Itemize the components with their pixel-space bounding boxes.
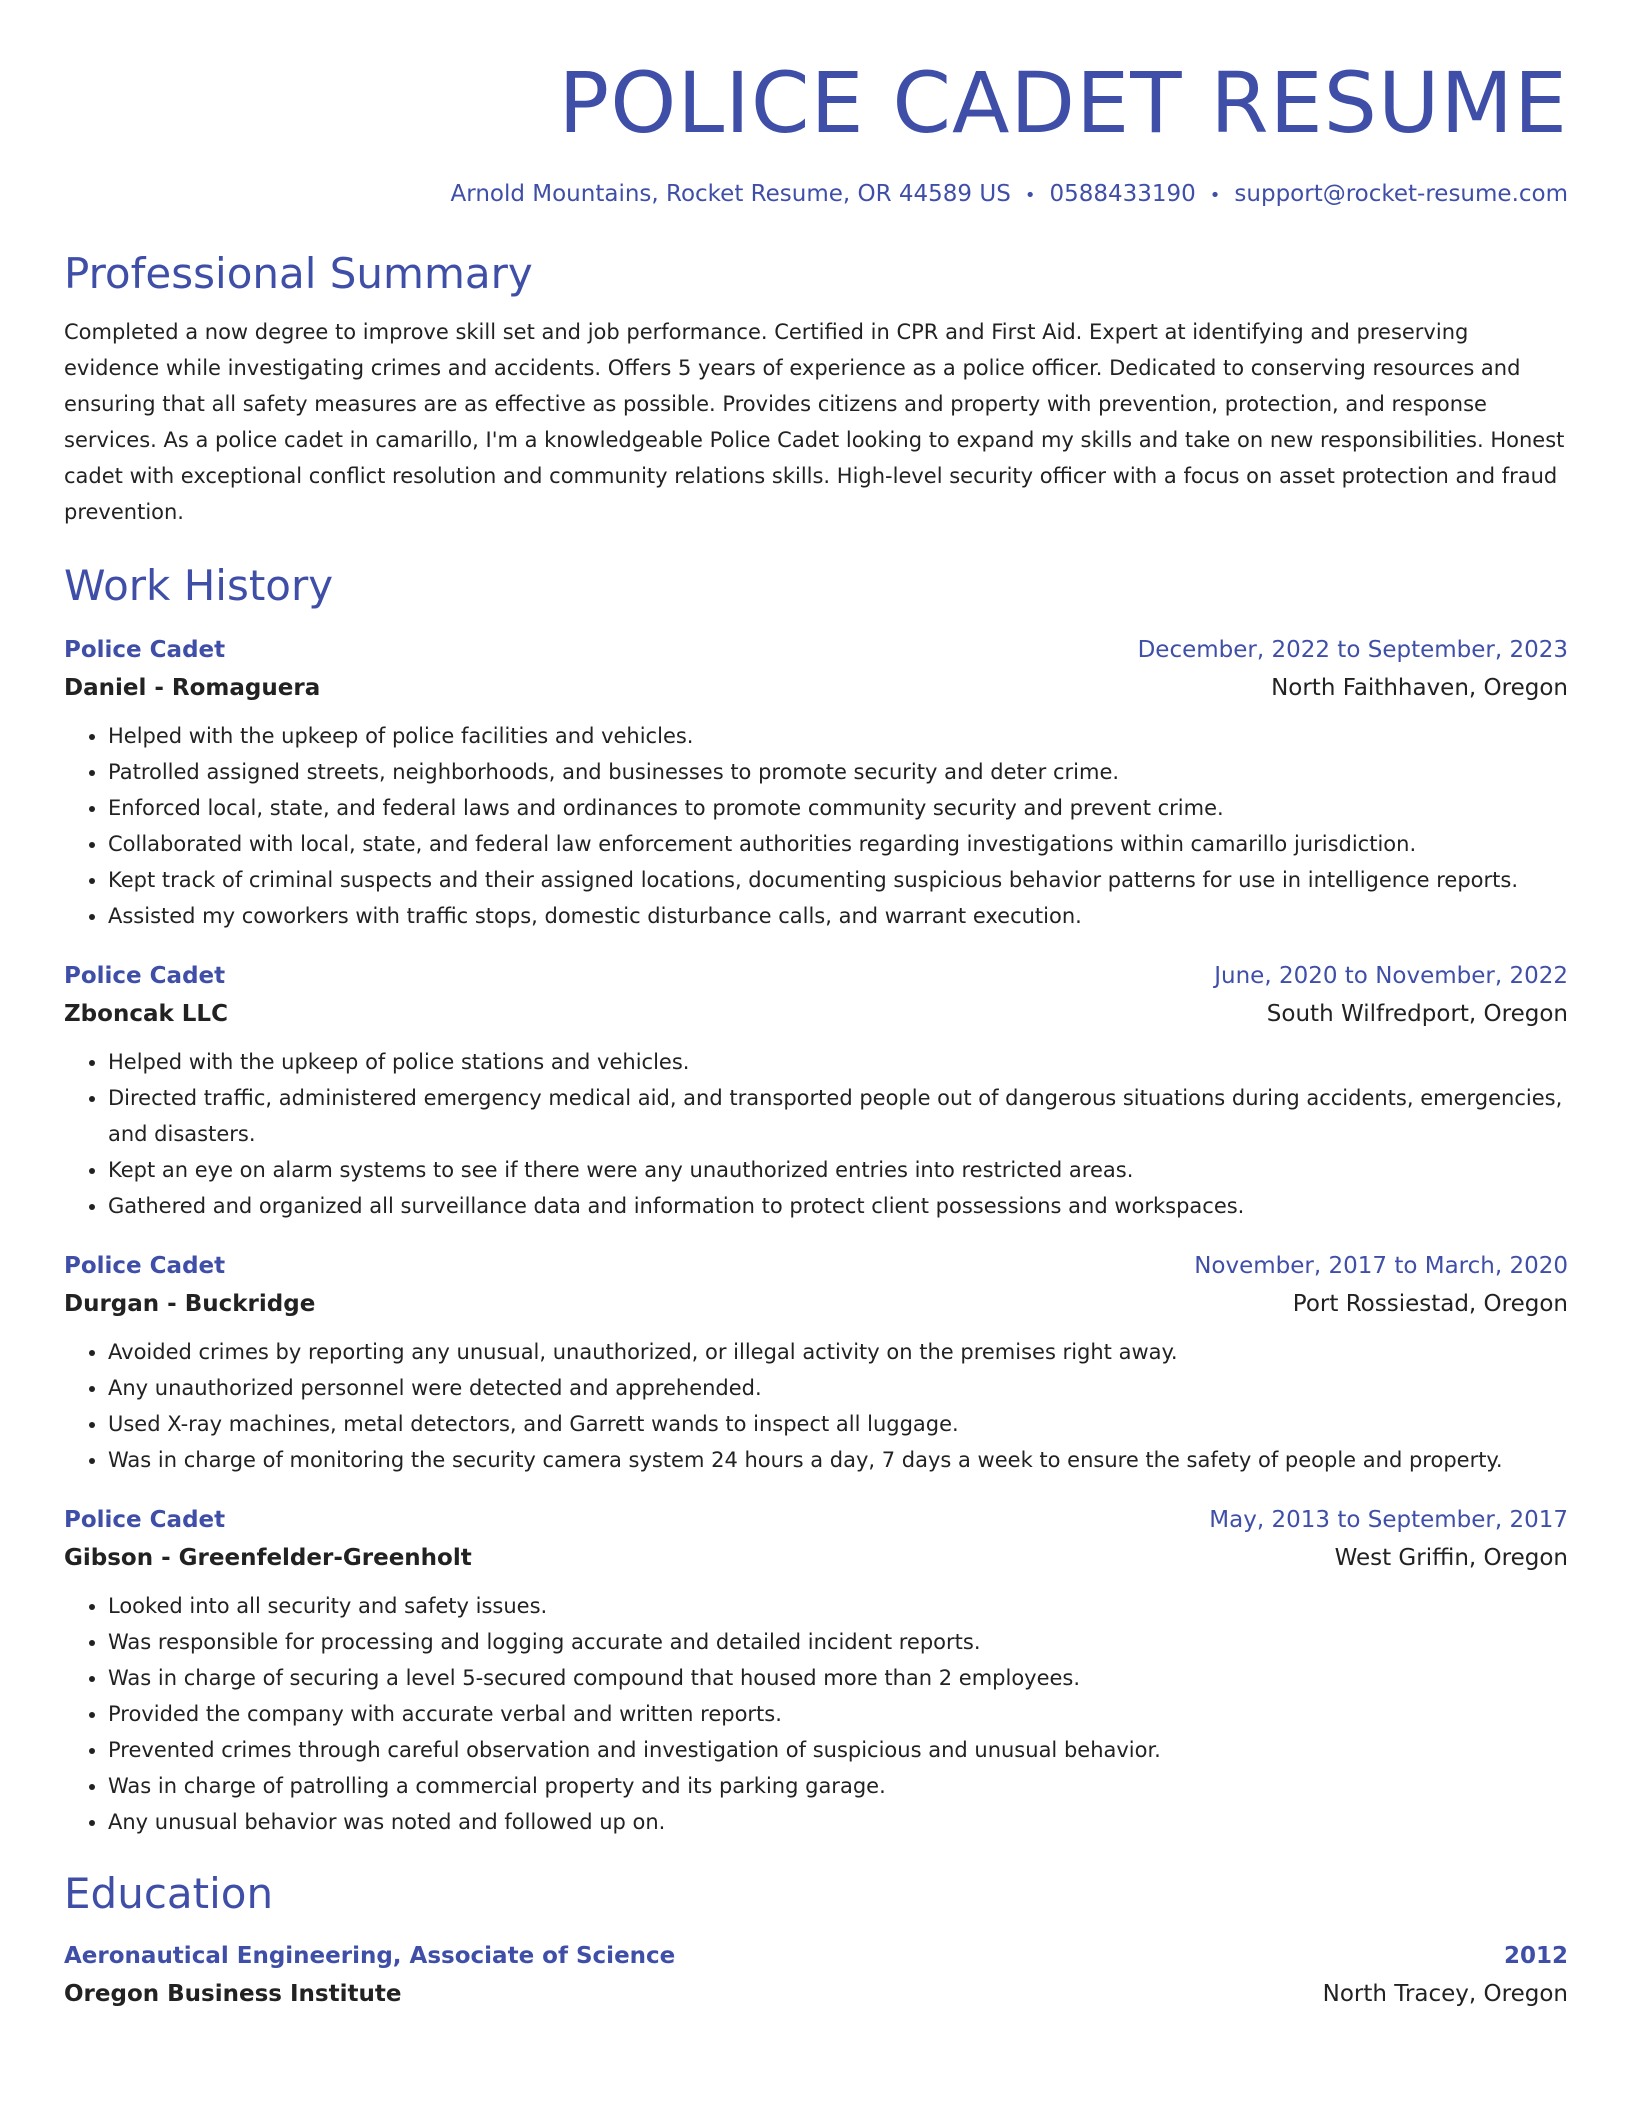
work-history-heading: Work History bbox=[64, 561, 334, 610]
contact-separator: • bbox=[1024, 185, 1036, 206]
job-role: Police Cadet bbox=[64, 963, 226, 989]
job-bullet: • Avoided crimes by reporting any unusual, unauthorized, or illegal activity on the premises right away. bbox=[108, 1334, 1568, 1370]
job-bullet: • Kept track of criminal suspects and their assigned locations, documenting suspicious behavior patterns for use in intelligence reports. bbox=[108, 862, 1568, 898]
job-entry bbox=[64, 1248, 1568, 1478]
job-dates: December, 2022 to September, 2023 bbox=[1137, 637, 1568, 663]
job-role: Police Cadet bbox=[64, 637, 226, 663]
education-year: 2012 bbox=[1503, 1943, 1568, 1969]
job-dates: November, 2017 to March, 2020 bbox=[1194, 1253, 1568, 1279]
resume-title: POLICE CADET RESUME bbox=[558, 54, 1568, 152]
contact-line bbox=[64, 178, 1568, 212]
job-location: North Faithhaven, Oregon bbox=[1271, 675, 1568, 701]
job-bullet-list bbox=[64, 1588, 1568, 1840]
job-bullet: • Assisted my coworkers with traffic stops, domestic disturbance calls, and warrant execution. bbox=[108, 898, 1568, 934]
job-bullet-list bbox=[64, 718, 1568, 934]
summary-text: Completed a now degree to improve skill set and job performance. Certified in CPR and First Aid. Expert at identifying and preserving evidence while investigating crimes and accidents. Offers 5 years of experience as a police officer. Dedicated to conserving resources and ensuring that all safety measures are as effective as possible. Provides citizens and property with prevention, protection, and response services. As a police cadet in camarillo, I'm a knowledgeable Police Cadet looking to expand my skills and take on new responsibilities. Honest cadet with exceptional conflict resolution and community relations skills. High-level security officer with a focus on asset protection and fraud prevention. bbox=[64, 320, 1565, 524]
job-bullet: • Prevented crimes through careful observation and investigation of suspicious and unusual behavior. bbox=[108, 1732, 1568, 1768]
job-bullet: • Helped with the upkeep of police facilities and vehicles. bbox=[108, 718, 1568, 754]
job-bullet: • Kept an eye on alarm systems to see if there were any unauthorized entries into restricted areas. bbox=[108, 1152, 1568, 1188]
education-entry bbox=[64, 1938, 1568, 2014]
resume-page bbox=[64, 48, 1568, 2014]
job-bullet-list bbox=[64, 1334, 1568, 1478]
job-role: Police Cadet bbox=[64, 1253, 226, 1279]
job-location: West Griffin, Oregon bbox=[1334, 1545, 1568, 1571]
job-bullet: • Was in charge of monitoring the security camera system 24 hours a day, 7 days a week to ensure the safety of people and property. bbox=[108, 1442, 1568, 1478]
education-school: Oregon Business Institute bbox=[64, 1981, 402, 2007]
job-dates: June, 2020 to November, 2022 bbox=[1214, 963, 1568, 989]
job-company: Durgan - Buckridge bbox=[64, 1291, 316, 1317]
job-bullet: • Any unauthorized personnel were detected and apprehended. bbox=[108, 1370, 1568, 1406]
job-bullet: • Was in charge of securing a level 5-secured compound that housed more than 2 employees. bbox=[108, 1660, 1568, 1696]
job-bullet: • Helped with the upkeep of police stations and vehicles. bbox=[108, 1044, 1568, 1080]
job-bullet: • Collaborated with local, state, and federal law enforcement authorities regarding investigations within camarillo jurisdiction. bbox=[108, 826, 1568, 862]
job-role: Police Cadet bbox=[64, 1507, 226, 1533]
contact-phone: 0588433190 bbox=[1049, 181, 1196, 207]
contact-address: Arnold Mountains, Rocket Resume, OR 44589 US bbox=[450, 181, 1011, 207]
job-location: Port Rossiestad, Oregon bbox=[1292, 1291, 1568, 1317]
job-location: South Wilfredport, Oregon bbox=[1266, 1001, 1568, 1027]
job-bullet: • Looked into all security and safety issues. bbox=[108, 1588, 1568, 1624]
job-bullet: • Gathered and organized all surveillance data and information to protect client possessions and workspaces. bbox=[108, 1188, 1568, 1224]
job-bullet: • Was responsible for processing and logging accurate and detailed incident reports. bbox=[108, 1624, 1568, 1660]
job-bullet: • Provided the company with accurate verbal and written reports. bbox=[108, 1696, 1568, 1732]
job-dates: May, 2013 to September, 2017 bbox=[1209, 1507, 1568, 1533]
job-bullet-list bbox=[64, 1044, 1568, 1224]
job-company: Zboncak LLC bbox=[64, 1001, 228, 1027]
education-heading: Education bbox=[64, 1869, 274, 1918]
summary-heading: Professional Summary bbox=[64, 249, 533, 298]
job-bullet: • Enforced local, state, and federal laws and ordinances to promote community security and prevent crime. bbox=[108, 790, 1568, 826]
job-bullet: • Patrolled assigned streets, neighborhoods, and businesses to promote security and deter crime. bbox=[108, 754, 1568, 790]
job-bullet: • Any unusual behavior was noted and followed up on. bbox=[108, 1804, 1568, 1840]
job-company: Daniel - Romaguera bbox=[64, 675, 321, 701]
job-entry bbox=[64, 958, 1568, 1224]
job-bullet: • Used X-ray machines, metal detectors, and Garrett wands to inspect all luggage. bbox=[108, 1406, 1568, 1442]
contact-separator: • bbox=[1209, 185, 1221, 206]
job-bullet: • Directed traffic, administered emergency medical aid, and transported people out of dangerous situations during accidents, emergencies, and disasters. bbox=[108, 1080, 1568, 1152]
contact-email: support@rocket-resume.com bbox=[1234, 181, 1568, 207]
job-entry bbox=[64, 1502, 1568, 1840]
education-location: North Tracey, Oregon bbox=[1322, 1981, 1568, 2007]
education-degree: Aeronautical Engineering, Associate of Science bbox=[64, 1943, 676, 1969]
job-bullet: • Was in charge of patrolling a commercial property and its parking garage. bbox=[108, 1768, 1568, 1804]
job-company: Gibson - Greenfelder-Greenholt bbox=[64, 1545, 472, 1571]
job-entry bbox=[64, 632, 1568, 934]
